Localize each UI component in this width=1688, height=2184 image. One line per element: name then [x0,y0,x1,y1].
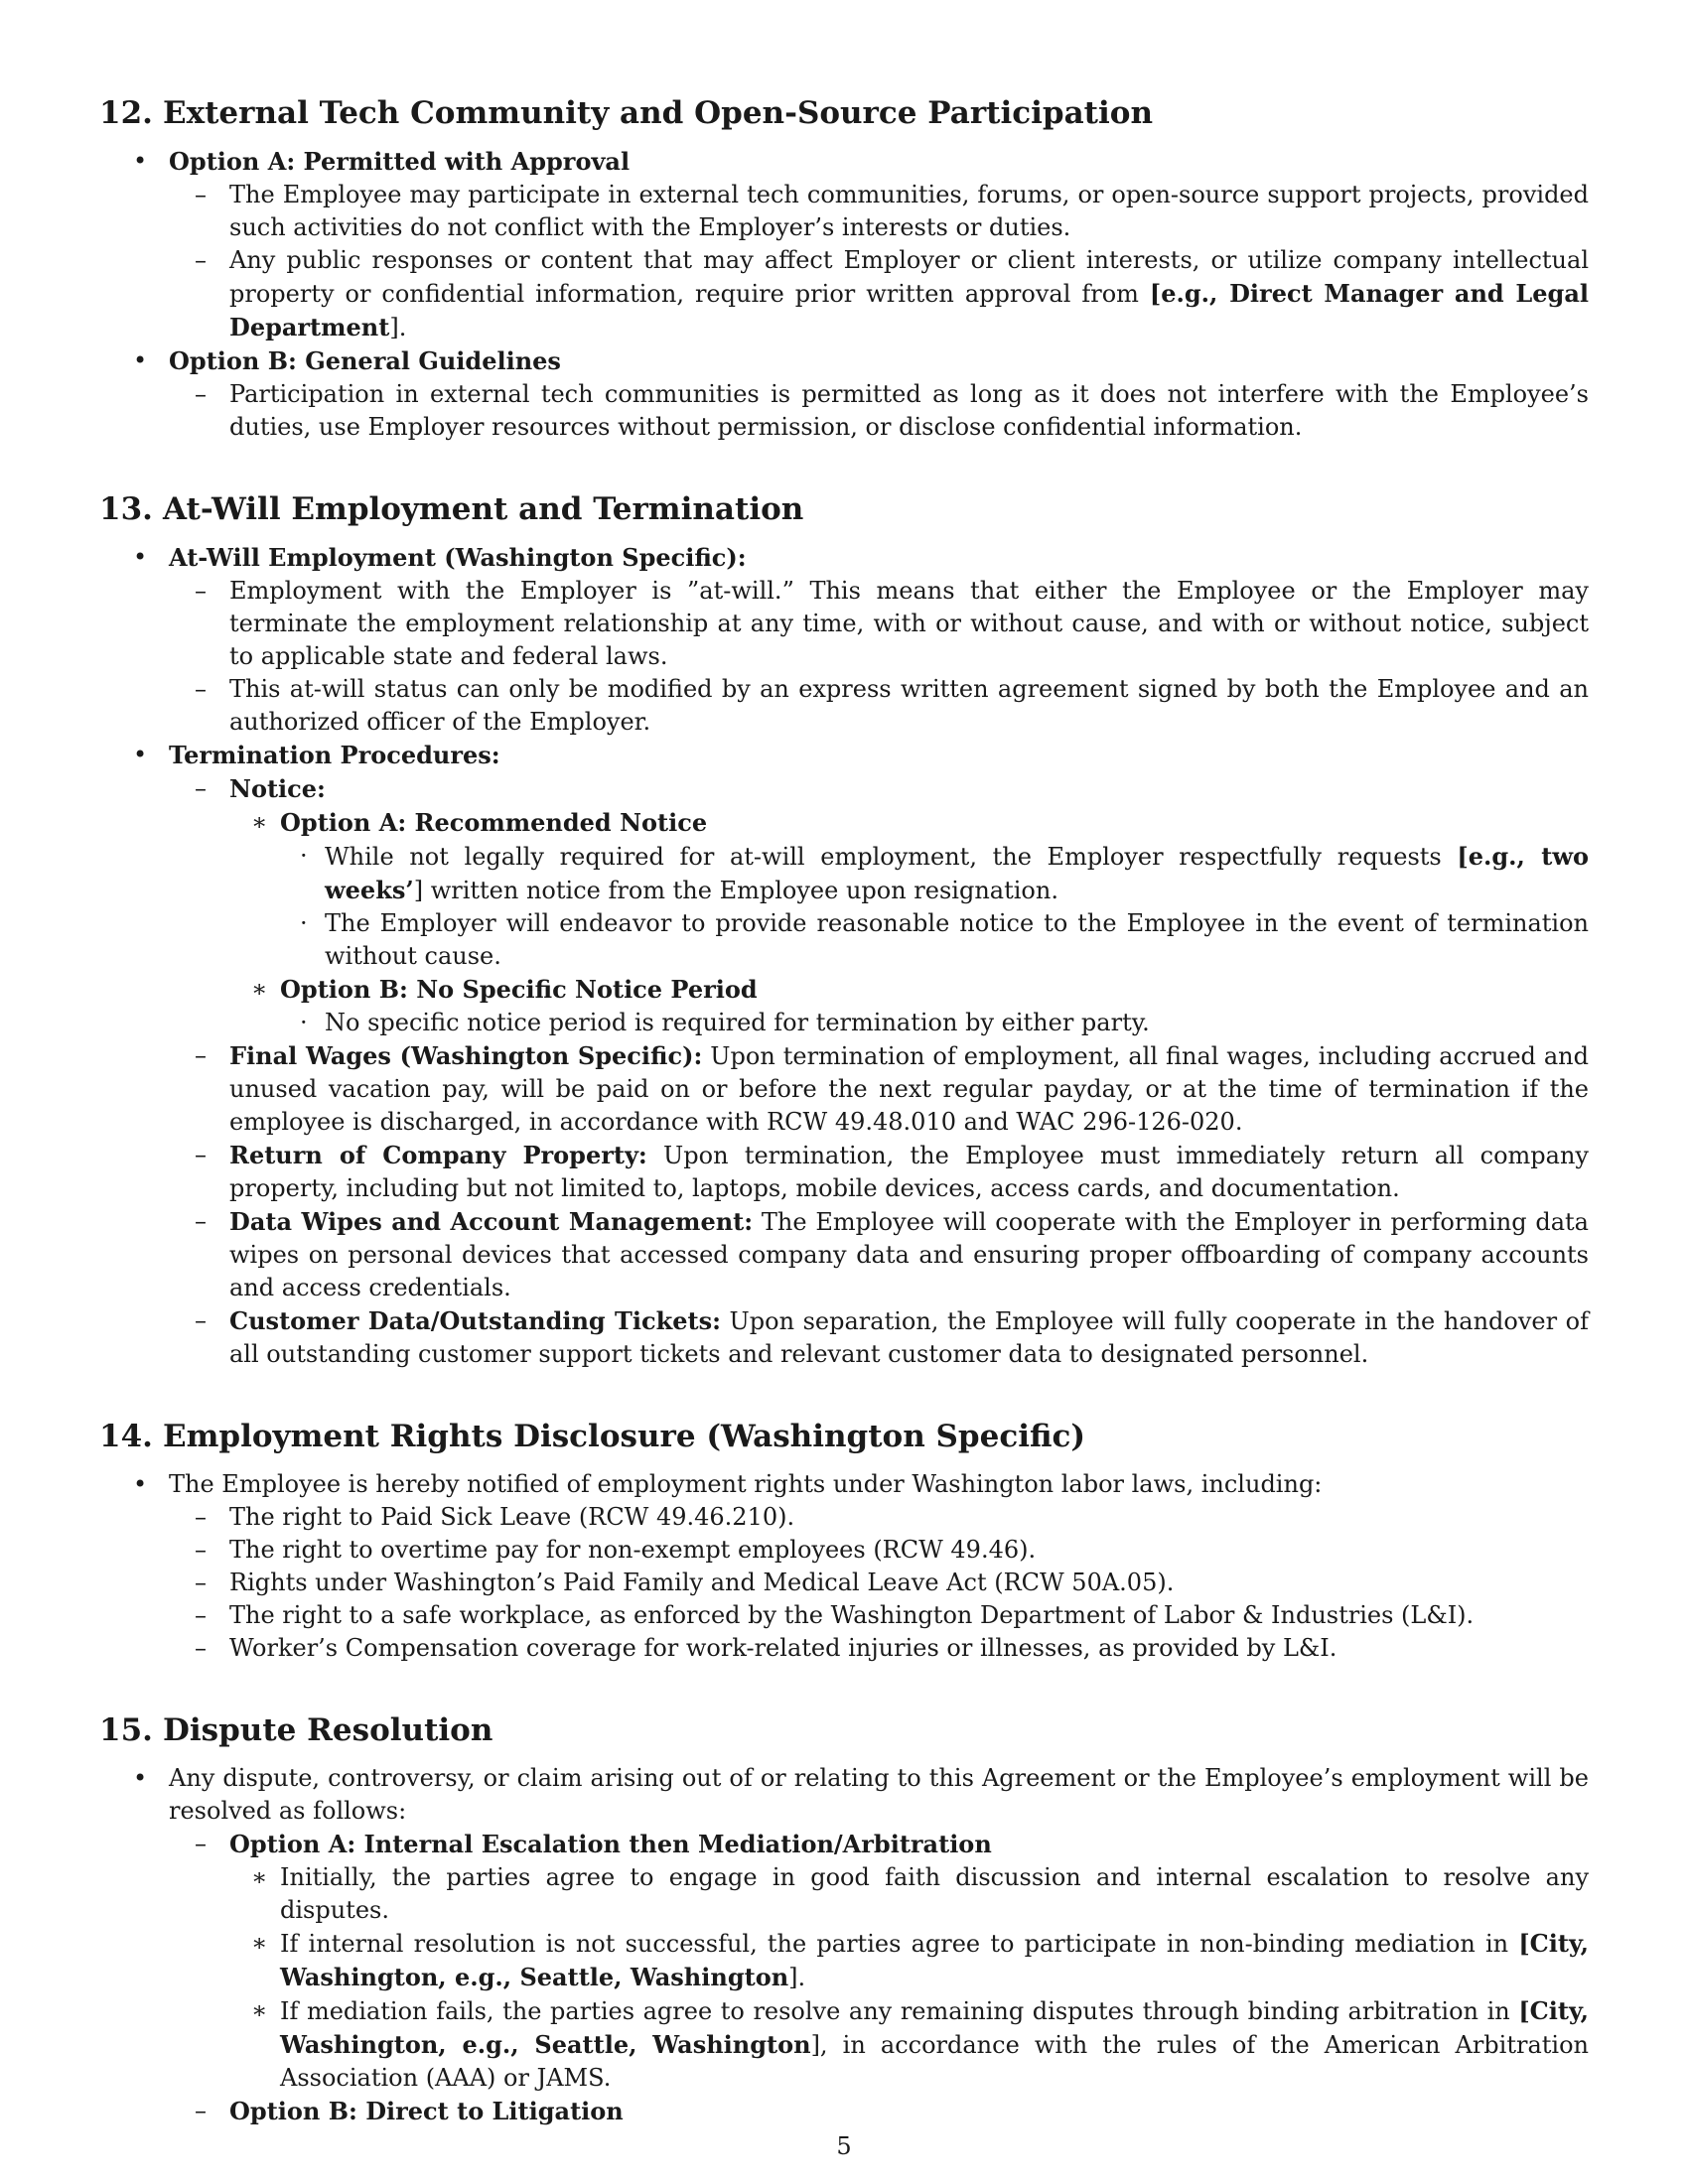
section-title: External Tech Community and Open-Source Participation [163,95,1153,131]
section-heading [99,487,1589,531]
list-item [99,344,1589,378]
dash-marker: – [195,1536,207,1564]
list-item [99,1205,1589,1304]
dash-marker: – [195,1503,207,1531]
bullet-marker: • [133,346,148,374]
section-list [99,1762,1589,2128]
clause-text: Initially, the parties agree to engage in good faith discussion and internal escalation to resolve any disputes. [280,1863,1589,1924]
bullet-marker: • [133,741,148,768]
clause-text: The Employer will endeavor to provide reasonable notice to the Employee in the event of termination without cause. [325,909,1589,970]
list-item [99,1632,1589,1665]
clause-text: If internal resolution is not successful, the parties agree to participate in non-binding mediation in [280,1930,1519,1958]
clause-text: No specific notice period is required for termination by either party. [325,1009,1150,1036]
placeholder-text: [City, Washington, e.g., Seattle, Washington [280,1929,1589,1991]
section-14 [99,1415,1589,1665]
right-item: The right to a safe workplace, as enforced by the Washington Department of Labor & Industries (L&I). [229,1601,1475,1629]
section-number: 14. [99,1419,153,1454]
list-item [99,1468,1589,1501]
dash-marker: – [195,1141,207,1168]
dash-marker: – [195,1601,207,1629]
clause-text: Any dispute, controversy, or claim arising out of or relating to this Agreement or the Employee’s employment will be resolved as follows: [169,1764,1589,1825]
clause-text: ], in accordance with the rules of the American Arbitration Association (AAA) or JAMS. [280,2031,1589,2092]
list-item [99,1304,1589,1371]
dash-marker: – [195,1830,207,1857]
section-13 [99,487,1589,1371]
section-15 [99,1708,1589,2128]
subsection-label: Notice: [229,774,326,803]
right-item: Worker’s Compensation coverage for work-related injuries or illnesses, as provided by L&I. [229,1634,1337,1662]
list-item [99,1534,1589,1567]
section-number: 13. [99,491,153,527]
option-label: Option B: No Specific Notice Period [280,975,758,1004]
clause-label: Final Wages (Washington Specific): [229,1041,703,1070]
option-label: Option B: General Guidelines [169,346,561,375]
option-label: Option B: Direct to Litigation [229,2097,624,2125]
clause-text: If mediation fails, the parties agree to resolve any remaining disputes through binding arbitration in [280,1997,1519,2025]
section-number: 15. [99,1712,153,1748]
dot-marker: · [300,842,308,870]
list-item [99,907,1589,973]
list-item [99,1994,1589,2095]
clause-text: Any public responses or content that may affect Employer or client interests, or utilize company intellectual property or confidential information, require prior written approval from [229,246,1589,308]
subsection-label: Termination Procedures: [169,741,500,769]
clause-text: The Employee will cooperate with the Employer in performing data wipes on personal devices that accessed company data and ensuring proper offboarding of company accounts and access credentials. [229,1208,1589,1301]
bullet-marker: • [133,147,148,175]
section-12 [99,91,1589,444]
list-item [99,179,1589,244]
star-marker: ∗ [251,1863,268,1891]
list-item [99,739,1589,772]
list-item [99,673,1589,739]
list-item [99,575,1589,673]
list-item [99,973,1589,1007]
right-item: The right to Paid Sick Leave (RCW 49.46.210). [229,1503,795,1531]
section-list [99,145,1589,444]
dash-marker: – [195,675,207,703]
clause-text: Employment with the Employer is ”at-will.” This means that either the Employee or the Employer may terminate the employment relationship at any time, with or without cause, and with or without notice, subject to applicable state and federal laws. [229,577,1589,670]
dash-marker: – [195,1207,207,1235]
star-marker: ∗ [251,975,268,1003]
section-list [99,541,1589,1371]
dash-marker: – [195,380,207,408]
document-page [99,91,1589,2172]
list-item [99,1567,1589,1599]
clause-text: Participation in external tech communities is permitted as long as it does not interfere with the Employee’s duties, use Employer resources without permission, or disclose confidential information. [229,380,1589,441]
dash-marker: – [195,246,207,274]
clause-text: ]. [389,314,407,341]
section-title: Dispute Resolution [163,1712,493,1748]
clause-text: Upon termination of employment, all final wages, including accrued and unused vacation pay, will be paid on or before the next regular payday, or at the time of termination if the employee is discharged, in accordance with RCW 49.48.010 and WAC 296-126-020. [229,1042,1590,1136]
dot-marker: · [300,909,308,937]
clause-text: While not legally required for at-will employment, the Employer respectfully requests [325,843,1458,871]
section-heading [99,1708,1589,1752]
dash-marker: – [195,774,207,802]
bullet-marker: • [133,1764,148,1792]
clause-text: Upon termination, the Employee must immediately return all company property, including but not limited to, laptops, mobile devices, access cards, and documentation. [229,1142,1589,1202]
right-item: Rights under Washington’s Paid Family and Medical Leave Act (RCW 50A.05). [229,1569,1175,1596]
option-label: Option A: Internal Escalation then Mediation/Arbitration [229,1830,992,1858]
list-item [99,541,1589,575]
placeholder-text: [e.g., two weeks’ [325,842,1589,904]
dash-marker: – [195,1306,207,1334]
section-list [99,1468,1589,1665]
list-item [99,840,1589,907]
right-item: The right to overtime pay for non-exempt employees (RCW 49.46). [229,1536,1037,1564]
clause-text: The Employee may participate in external tech communities, forums, or open-source support projects, provided such activities do not conflict with the Employer’s interests or duties. [229,181,1589,241]
list-item [99,1828,1589,1861]
dash-marker: – [195,1569,207,1596]
list-item [99,1007,1589,1039]
list-item [99,1599,1589,1632]
list-item [99,772,1589,806]
list-item [99,806,1589,840]
placeholder-text: [City, Washington, e.g., Seattle, Washington [280,1996,1589,2059]
list-item [99,244,1589,344]
page-number: 5 [836,2132,852,2160]
option-label: Option A: Recommended Notice [280,808,708,837]
option-label: Option A: Permitted with Approval [169,147,631,176]
list-item [99,2095,1589,2128]
list-item [99,1861,1589,1927]
clause-text: Upon separation, the Employee will fully cooperate in the handover of all outstanding customer support tickets and relevant customer data to designated personnel. [229,1307,1590,1368]
list-item [99,145,1589,179]
clause-label: Return of Company Property: [229,1141,647,1169]
section-title: At-Will Employment and Termination [163,491,804,527]
section-number: 12. [99,95,153,131]
star-marker: ∗ [251,808,268,836]
clause-label: Customer Data/Outstanding Tickets: [229,1306,721,1335]
dash-marker: – [195,1634,207,1662]
clause-label: Data Wipes and Account Management: [229,1207,754,1236]
list-item [99,1501,1589,1534]
star-marker: ∗ [251,1996,268,2024]
placeholder-text: [e.g., Direct Manager and Legal Department [229,279,1590,341]
dash-marker: – [195,181,207,208]
clause-text: ]. [788,1964,806,1991]
list-item [99,1139,1589,1205]
list-item [99,1039,1589,1139]
dash-marker: – [195,2097,207,2124]
section-heading [99,1415,1589,1458]
dot-marker: · [300,1009,308,1036]
subsection-label: At-Will Employment (Washington Specific): [169,543,747,572]
bullet-marker: • [133,1470,148,1498]
dash-marker: – [195,1041,207,1069]
star-marker: ∗ [251,1929,268,1957]
list-item [99,378,1589,444]
list-item [99,1762,1589,1828]
list-item [99,1927,1589,1994]
clause-text: This at-will status can only be modified by an express written agreement signed by both the Employee and an authorized officer of the Employer. [229,675,1589,736]
dash-marker: – [195,577,207,605]
bullet-marker: • [133,543,148,571]
section-title: Employment Rights Disclosure (Washington Specific) [163,1419,1086,1454]
clause-text: The Employee is hereby notified of employment rights under Washington labor laws, including: [169,1470,1323,1498]
clause-text: ] written notice from the Employee upon resignation. [413,877,1058,904]
section-heading [99,91,1589,135]
